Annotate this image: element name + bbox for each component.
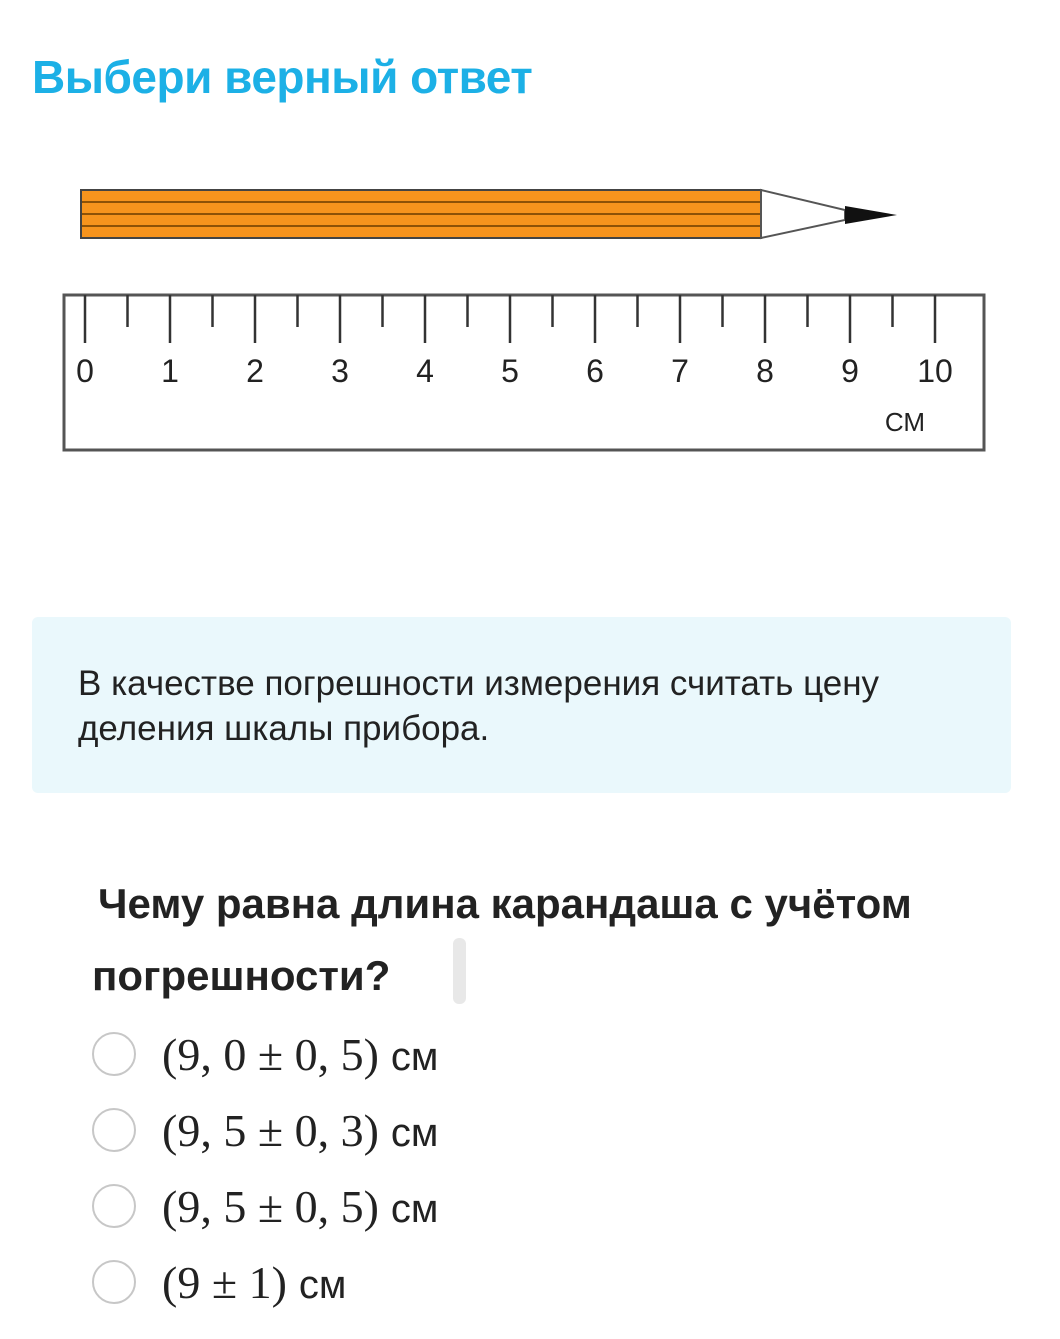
question-line-2: погрешности? [92, 952, 391, 999]
ruler-tick-label: 10 [917, 353, 953, 389]
text-cursor [453, 938, 466, 1004]
radio-button[interactable] [92, 1032, 136, 1076]
ruler-tick-label: 6 [586, 353, 604, 389]
answer-option-2[interactable] [92, 1092, 692, 1168]
radio-button[interactable] [92, 1184, 136, 1228]
ruler-tick-label: 2 [246, 353, 264, 389]
question-text [92, 868, 992, 1012]
option-unit: см [390, 1110, 439, 1155]
option-unit: см [390, 1186, 439, 1231]
pencil-ruler-figure [55, 175, 995, 465]
ruler-tick-label: 0 [76, 353, 94, 389]
option-value: (9, 0 ± 0, 5) [162, 1028, 379, 1080]
ruler [64, 295, 984, 450]
option-unit: см [390, 1034, 439, 1079]
hint-text: В качестве погрешности измерения считать цену деления шкалы прибора. [78, 664, 880, 748]
ruler-tick-label: 9 [841, 353, 859, 389]
answer-option-4[interactable] [92, 1244, 692, 1320]
ruler-tick-label: 8 [756, 353, 774, 389]
ruler-tick-label: 1 [161, 353, 179, 389]
ruler-tick-label: 5 [501, 353, 519, 389]
radio-button[interactable] [92, 1260, 136, 1304]
question-line-1: Чему равна длина карандаша с учётом [98, 880, 912, 927]
ruler-tick-label: 4 [416, 353, 434, 389]
option-value: (9, 5 ± 0, 3) [162, 1104, 379, 1156]
option-value: (9 ± 1) [162, 1256, 287, 1308]
answer-options [92, 1016, 692, 1320]
hint-box [32, 617, 1011, 793]
ruler-tick-label: 3 [331, 353, 349, 389]
answer-option-1[interactable] [92, 1016, 692, 1092]
option-value: (9, 5 ± 0, 5) [162, 1180, 379, 1232]
task-title: Выбери верный ответ [32, 51, 533, 103]
pencil-illustration [81, 190, 897, 238]
answer-option-3[interactable] [92, 1168, 692, 1244]
option-unit: см [298, 1262, 347, 1307]
ruler-unit-label: СМ [884, 407, 926, 437]
radio-button[interactable] [92, 1108, 136, 1152]
ruler-tick-label: 7 [671, 353, 689, 389]
